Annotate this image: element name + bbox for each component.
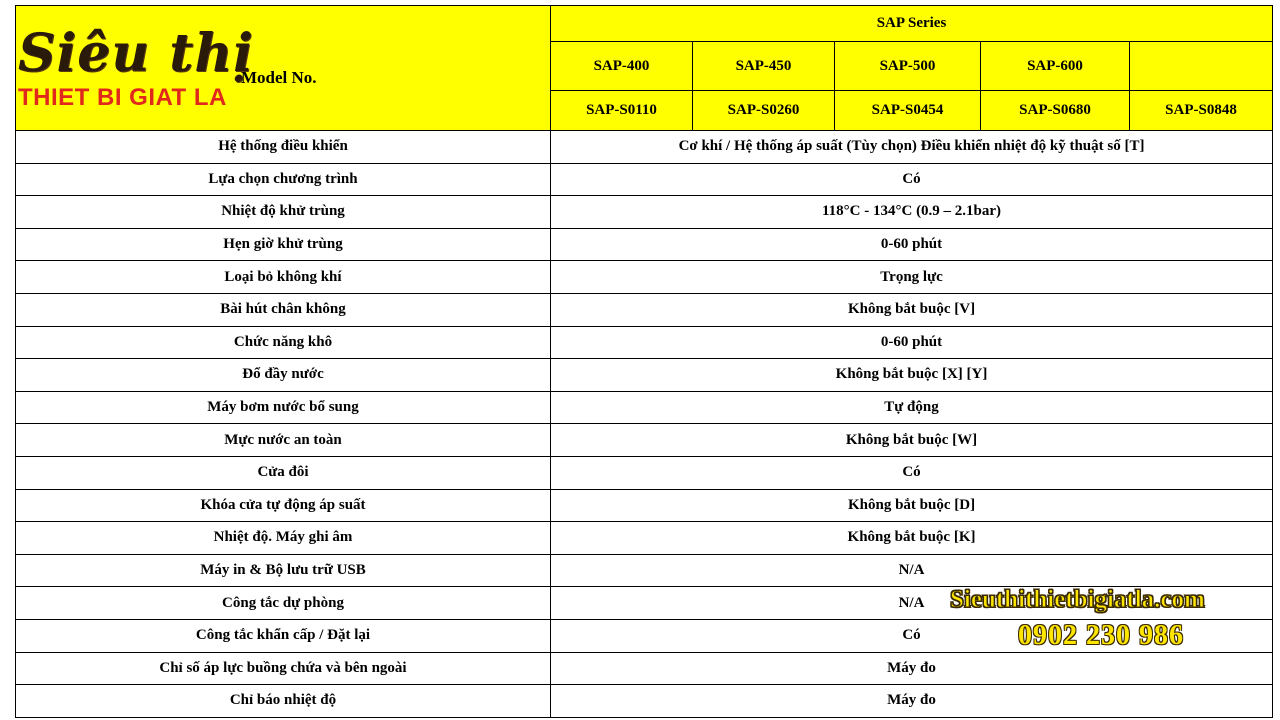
spec-row (16, 228, 1273, 261)
spec-label: Lựa chọn chương trình (16, 163, 551, 196)
model-code-cell: SAP-S0110 (551, 91, 693, 131)
spec-value: Có (551, 456, 1273, 489)
spec-row (16, 359, 1273, 392)
watermark-site: Sieuthithietbigiatla.com (950, 586, 1205, 613)
spec-value: Không bắt buộc [D] (551, 489, 1273, 522)
model-cell: SAP-600 (981, 42, 1130, 91)
spec-row (16, 391, 1273, 424)
spec-label: Chỉ báo nhiệt độ (16, 685, 551, 718)
model-no-label: Model No. (241, 68, 317, 87)
spec-row (16, 456, 1273, 489)
model-cell: SAP-500 (835, 42, 981, 91)
model-code-cell: SAP-S0848 (1130, 91, 1273, 131)
spec-value: Cơ khí / Hệ thống áp suất (Tùy chọn) Điều khiển nhiệt độ kỹ thuật số [T] (551, 131, 1273, 164)
spec-row (16, 163, 1273, 196)
spec-value: Không bắt buộc [K] (551, 522, 1273, 555)
spec-row (16, 293, 1273, 326)
spec-value: Tự động (551, 391, 1273, 424)
watermark-phone: 0902 230 986 (1018, 620, 1184, 651)
spec-value: 118°C - 134°C (0.9 – 2.1bar) (551, 196, 1273, 229)
model-cell (1130, 42, 1273, 91)
model-code-cell: SAP-S0454 (835, 91, 981, 131)
spec-label: Máy bơm nước bổ sung (16, 391, 551, 424)
spec-row (16, 652, 1273, 685)
logo-cell (16, 6, 551, 131)
spec-label: Nhiệt độ khử trùng (16, 196, 551, 229)
spec-label: Công tắc dự phòng (16, 587, 551, 620)
store-logo (16, 23, 254, 131)
spec-value: Không bắt buộc [W] (551, 424, 1273, 457)
spec-label: Hẹn giờ khử trùng (16, 228, 551, 261)
spec-label: Khóa cửa tự động áp suất (16, 489, 551, 522)
spec-value: N/A (551, 554, 1273, 587)
spec-value: Máy đo (551, 685, 1273, 718)
spec-label: Nhiệt độ. Máy ghi âm (16, 522, 551, 555)
spec-label: Loại bỏ không khí (16, 261, 551, 294)
spec-row (16, 131, 1273, 164)
spec-row (16, 522, 1273, 555)
spec-label: Bài hút chân không (16, 293, 551, 326)
series-title: SAP Series (551, 6, 1273, 42)
spec-value: Có (551, 163, 1273, 196)
spec-row (16, 685, 1273, 718)
logo-subtitle: THIET BI GIAT LA (18, 84, 227, 111)
spec-label: Mực nước an toàn (16, 424, 551, 457)
spec-value: Không bắt buộc [V] (551, 293, 1273, 326)
spec-label: Công tắc khẩn cấp / Đặt lại (16, 619, 551, 652)
model-cell: SAP-450 (693, 42, 835, 91)
spec-label: Chỉ số áp lực buồng chứa và bên ngoài (16, 652, 551, 685)
spec-row (16, 196, 1273, 229)
spec-value: Có (551, 619, 1273, 652)
watermark (950, 586, 1270, 656)
spec-row (16, 424, 1273, 457)
spec-label: Cửa đôi (16, 456, 551, 489)
model-code-cell: SAP-S0680 (981, 91, 1130, 131)
spec-value: Trọng lực (551, 261, 1273, 294)
logo-title: Siêu thị (18, 23, 254, 84)
model-cell: SAP-400 (551, 42, 693, 91)
spec-row (16, 326, 1273, 359)
spec-value: Không bắt buộc [X] [Y] (551, 359, 1273, 392)
spec-row (16, 489, 1273, 522)
spec-value: Máy đo (551, 652, 1273, 685)
spec-value: N/A (551, 587, 1273, 620)
spec-label: Hệ thống điều khiển (16, 131, 551, 164)
spec-label: Máy in & Bộ lưu trữ USB (16, 554, 551, 587)
spec-row (16, 554, 1273, 587)
spec-label: Chức năng khô (16, 326, 551, 359)
spec-value: 0-60 phút (551, 228, 1273, 261)
spec-row (16, 261, 1273, 294)
model-code-cell: SAP-S0260 (693, 91, 835, 131)
spec-value: 0-60 phút (551, 326, 1273, 359)
spec-label: Đổ đầy nước (16, 359, 551, 392)
